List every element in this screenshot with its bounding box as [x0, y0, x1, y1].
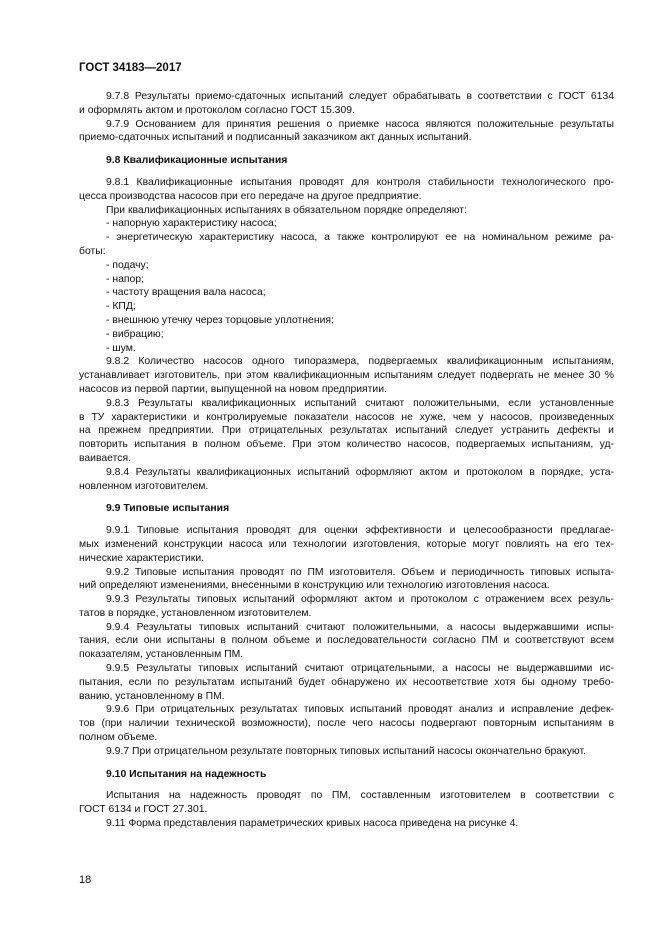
text-line: приемо-сдаточных испытаний и подписанный заказчиком акт данных испытаний. — [79, 132, 472, 144]
section-heading-9-9: 9.9 Типовые испытания — [106, 503, 230, 515]
document-header: ГОСТ 34183—2017 — [79, 62, 182, 74]
text-line: 9.9.6 При отрицательных результатах типовых испытаний проводят анализ и исправление дефек- — [106, 704, 614, 716]
text-line: нические характеристики. — [79, 552, 205, 564]
paragraph-9-8-1 — [79, 176, 614, 204]
paragraph-9-9-5 — [79, 662, 614, 703]
text-line: 9.8.3 Результаты квалификационных испытаний считают положительными, если установленные — [106, 397, 614, 409]
text-line: ванию, установленному в ПМ. — [79, 690, 225, 702]
text-line: боты: — [79, 245, 106, 257]
text-line: 9.7.8 Результаты приемо-сдаточных испытаний следует обрабатывать в соответствии с ГОСТ 6134 — [106, 91, 614, 102]
list-item: - подачу; — [106, 259, 149, 271]
paragraph-9-8-1-intro: При квалификационных испытаниях в обязательном порядке определяют: — [106, 204, 467, 216]
paragraph-9-7-9 — [79, 118, 614, 146]
paragraph-9-8-4 — [79, 466, 614, 494]
paragraph-9-9-4 — [79, 621, 614, 662]
text-line: татов в порядке, установленном изготовителем. — [79, 607, 312, 619]
text-line: 9.9.1 Типовые испытания проводят для оценки эффективности и целесообразности предлагае- — [106, 525, 614, 537]
text-line: насосов из первой партии, выпущенной на новом предприятии. — [79, 383, 387, 395]
text-line: 9.8.2 Количество насосов одного типоразмера, подвергаемых квалификационным испытаниям, — [106, 356, 614, 368]
text-line: мых изменений конструкции насоса или технологии изготовления, которые могут повлиять на его тех- — [79, 538, 614, 550]
list-characteristics — [79, 217, 614, 231]
paragraph-9-7-8 — [79, 90, 614, 118]
text-line: 9.9.5 Результаты типовых испытаний считают отрицательными, а насосы не выдержавшими ис- — [106, 663, 614, 675]
paragraph-9-9-3 — [79, 593, 614, 621]
list-item: - частоту вращения вала насоса; — [106, 287, 266, 299]
text-line: новленном изготовителем. — [79, 480, 209, 492]
paragraph-9-8-2 — [79, 355, 614, 396]
text-line: ГОСТ 6134 и ГОСТ 27.301. — [79, 804, 208, 816]
paragraph-9-9-1 — [79, 524, 614, 565]
text-line: 9.8.4 Результаты квалификационных испытаний оформляют актом и протоколом в порядке, уста- — [106, 466, 614, 478]
paragraph-9-9-7 — [79, 745, 614, 759]
section-heading-9-10: 9.10 Испытания на надежность — [106, 768, 267, 780]
text-line: 9.8.1 Квалификационные испытания проводят для контроля стабильности технологического про- — [106, 176, 614, 188]
text-line: в ТУ характеристики и контролируемые показатели насосов не хуже, чем у насосов, произведенных — [79, 411, 614, 423]
paragraph-9-9-2 — [79, 566, 614, 594]
text-line: 9.9.3 Результаты типовых испытаний оформляют актом и протоколом с отражением всех резуль- — [106, 594, 614, 606]
list-item: - напор; — [106, 273, 144, 285]
text-line: на прежнем предприятии. При отрицательных результатах испытаний следует устранить дефекты и — [79, 425, 614, 437]
text-line: повторить испытания в полном объеме. При этом количество насосов, подвергаемых испытаниям, уд- — [79, 439, 614, 451]
text-line: тания, если они испытаны в полном объеме и последовательности согласно ПМ и соответствуют всем — [79, 635, 614, 647]
paragraph-9-11 — [79, 817, 614, 831]
text-line: показателям, установленным ПМ. — [79, 649, 244, 661]
list-item: - напорную характеристику насоса; — [106, 218, 277, 230]
text-line: ний определяют изменениями, внесенными в конструкцию или технологию изготовления насоса. — [79, 580, 550, 592]
text-line: 9.9.2 Типовые испытания проводят по ПМ изготовителя. Объем и периодичность типовых испыта- — [106, 566, 614, 578]
paragraph-9-10 — [79, 789, 614, 817]
paragraph-9-9-6 — [79, 703, 614, 744]
list-parameters — [79, 259, 614, 356]
text-line: устанавливает изготовитель, при этом квалификационным испытаниям следует подвергать не менее 30 % — [79, 370, 614, 382]
list-item: - КПД; — [106, 301, 136, 313]
text-line: полном объеме. — [79, 732, 158, 744]
paragraph-9-8-3 — [79, 397, 614, 466]
page-number: 18 — [79, 874, 92, 886]
text-line: Испытания на надежность проводят по ПМ, составленным изготовителем в соответствии с — [106, 790, 614, 802]
text-line: 9.7.9 Основанием для принятия решения о приемке насоса являются положительные результаты — [106, 118, 614, 130]
text-line: и оформлять актом и протоколом согласно ГОСТ 15.309. — [79, 104, 355, 116]
document-body — [79, 90, 614, 831]
text-line: 9.9.4 Результаты типовых испытаний считают положительными, а насосы выдержавшими испы- — [106, 621, 614, 633]
text-line: ваивается. — [79, 452, 131, 464]
section-heading-9-8: 9.8 Квалификационные испытания — [106, 155, 288, 167]
text-line: - энергетическую характеристику насоса, а также контролируют ее на номинальном режиме ра- — [106, 232, 614, 244]
text-line: 9.9.7 При отрицательном результате повторных типовых испытаний насосы окончательно бракуют. — [106, 745, 586, 757]
text-line: 9.11 Форма представления параметрических кривых насоса приведена на рисунке 4. — [106, 818, 519, 830]
text-line: пытания, если по результатам испытаний будет обнаружено их несоответствие хотя бы одному требо- — [79, 676, 614, 688]
paragraph-9-8-1-energy — [79, 231, 614, 259]
text-line: цесса производства насосов при его передаче на другое предприятие. — [79, 190, 422, 202]
list-item: - шум. — [106, 342, 136, 354]
text-line: тов (при наличии технической возможности), после чего насосы подвергают повторным испытаниям в — [79, 718, 614, 730]
list-item: - вибрацию; — [106, 328, 164, 340]
list-item: - внешнюю утечку через торцовые уплотнения; — [106, 314, 334, 326]
